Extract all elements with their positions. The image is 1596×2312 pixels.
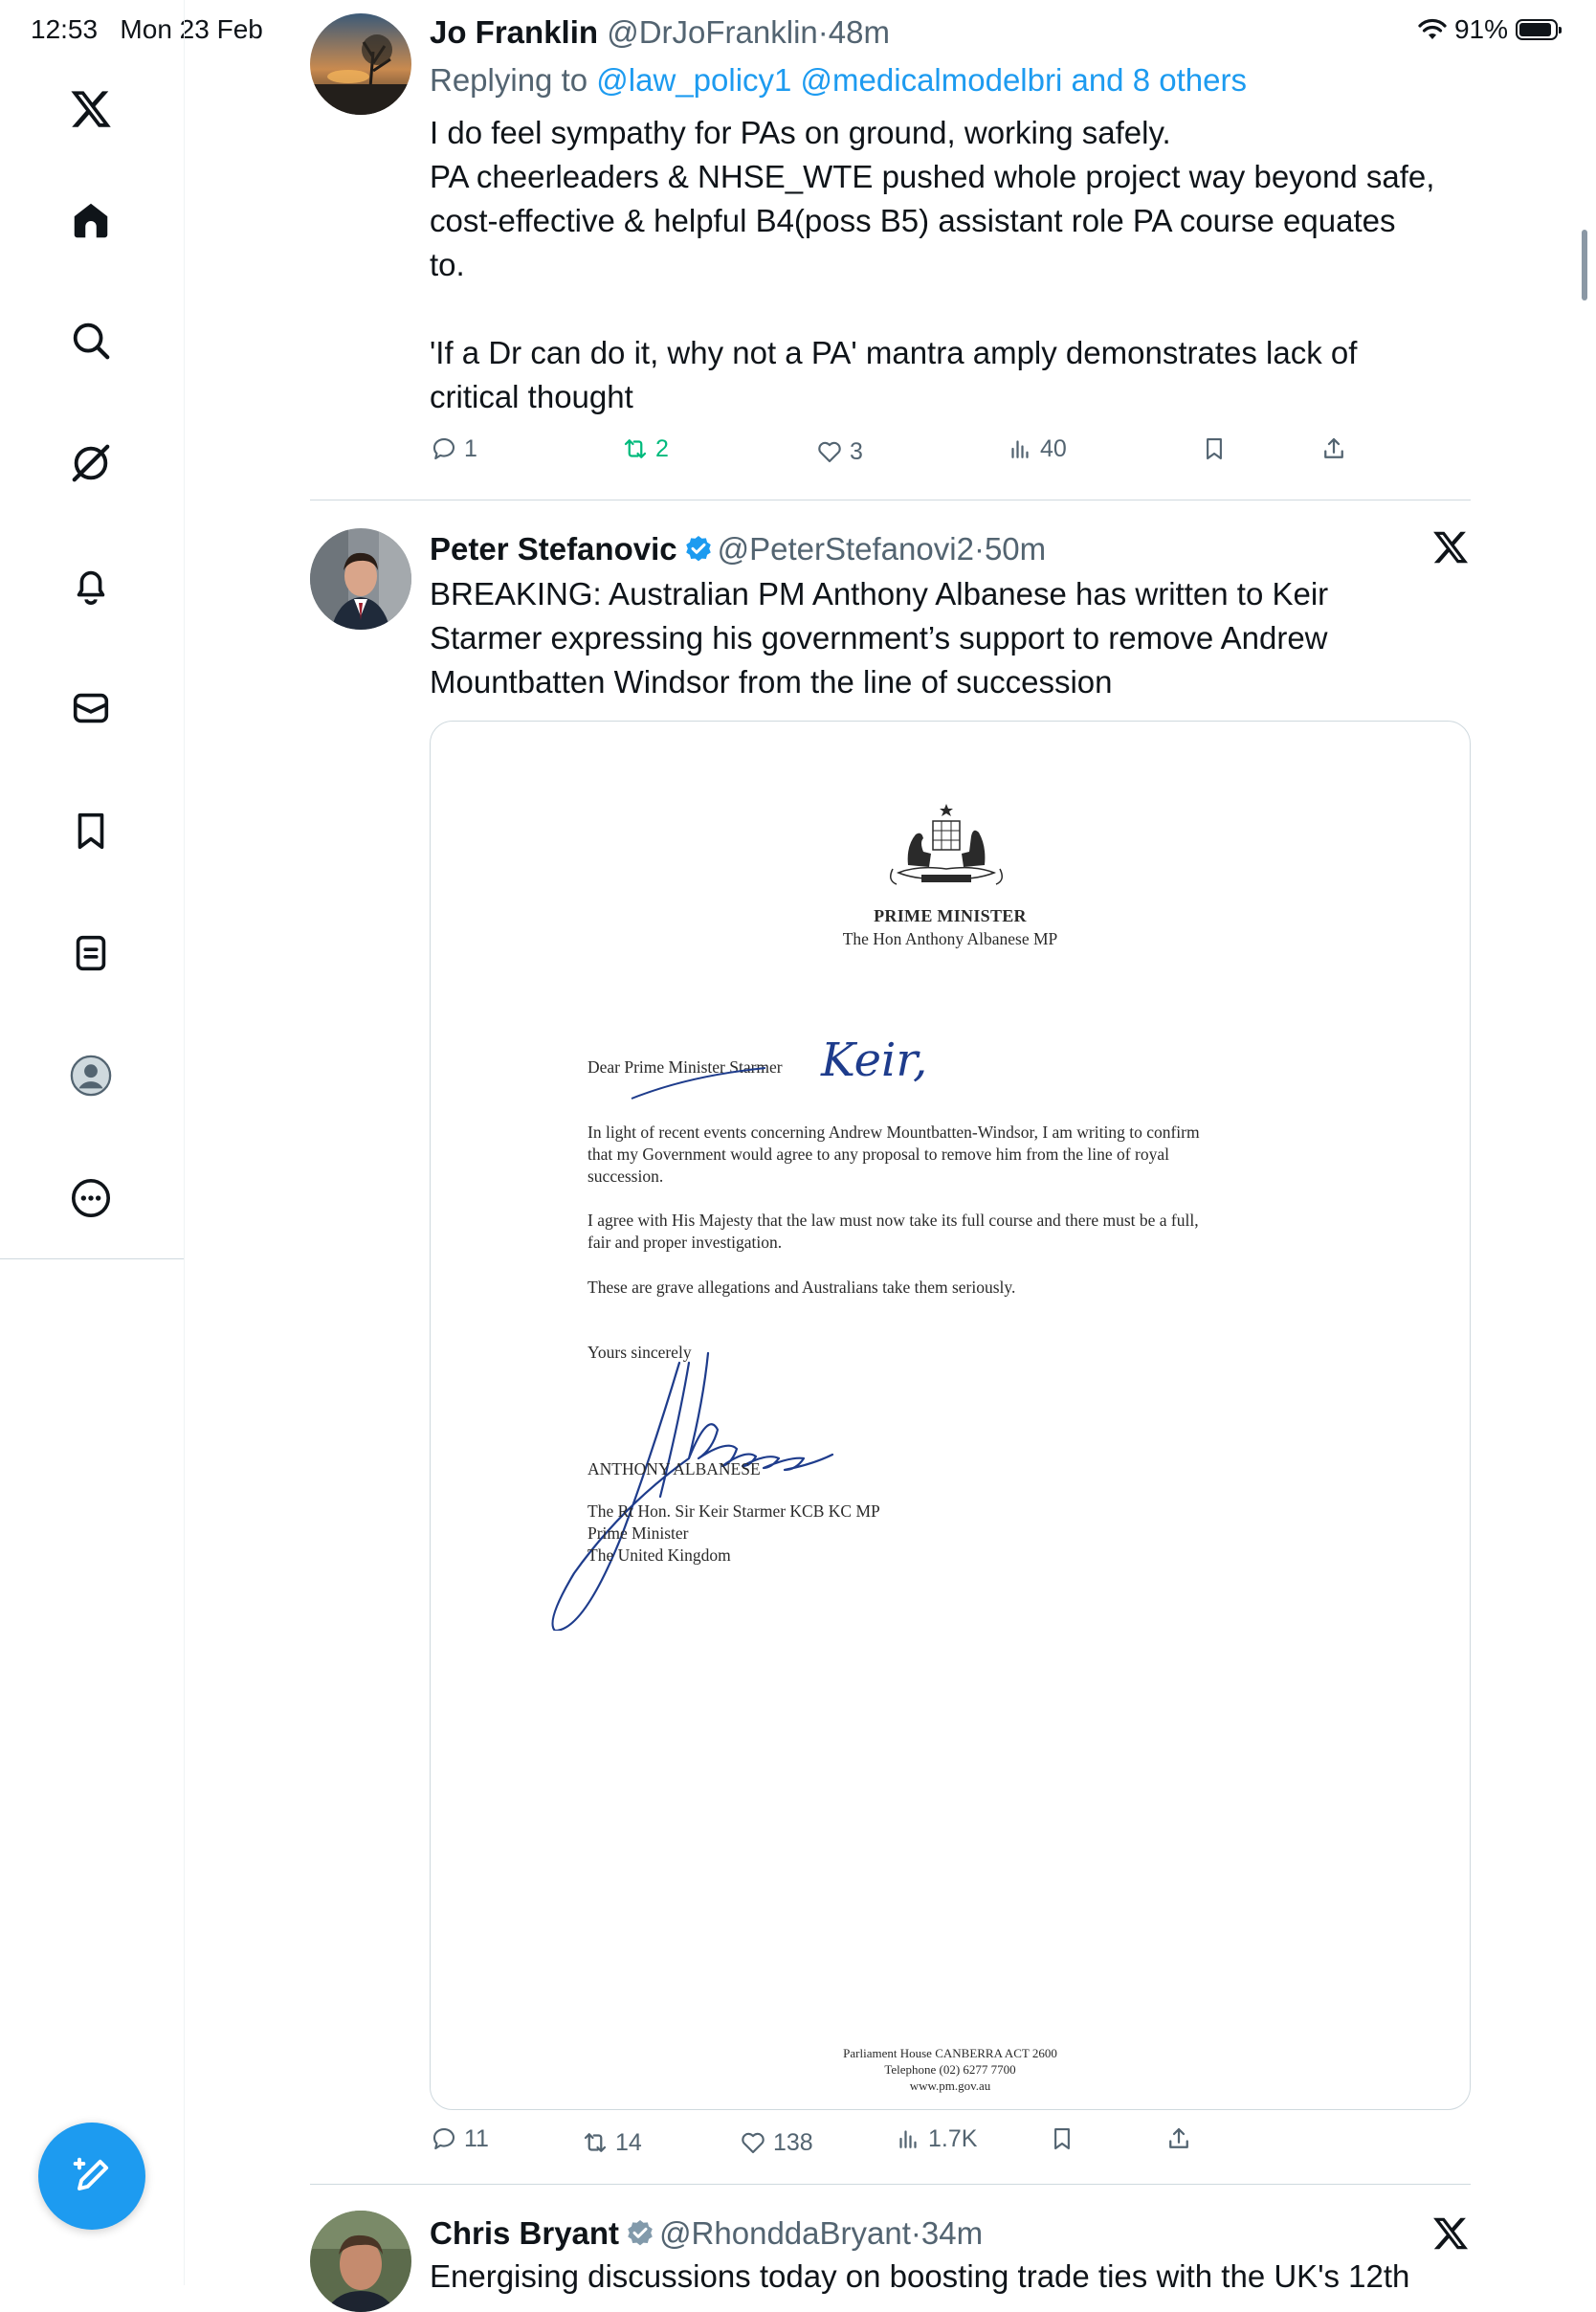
views-icon: [1006, 434, 1034, 463]
repost-icon: [581, 2128, 610, 2157]
x-logo-icon[interactable]: [1431, 528, 1470, 567]
letter-line: that my Government would agree to any proposal to remove him from the line of royal: [587, 1145, 1169, 1164]
scrollbar[interactable]: [1582, 230, 1587, 300]
share-icon: [1164, 2124, 1193, 2153]
author-handle[interactable]: @DrJoFranklin: [607, 14, 818, 50]
letter-footer: [431, 2045, 1470, 2094]
text-line: to.: [430, 247, 465, 282]
tweet-separator: [310, 2184, 1471, 2185]
bookmark-icon: [1200, 434, 1229, 463]
avatar[interactable]: [310, 528, 411, 630]
letter-signatory: ANTHONY ALBANESE: [587, 1459, 761, 1478]
text-line: Starmer expressing his government’s support to remove Andrew: [430, 620, 1328, 656]
author-name[interactable]: Jo Franklin: [430, 14, 599, 50]
reply-mentions[interactable]: @law_policy1 @medicalmodelbri and 8 others: [596, 62, 1247, 98]
reply-count: 1: [464, 434, 477, 462]
salutation-strikethrough: [622, 1066, 775, 1104]
like-button[interactable]: [815, 437, 863, 466]
letter-subtitle: The Hon Anthony Albanese MP: [842, 929, 1058, 948]
bookmarks-icon[interactable]: [64, 804, 118, 857]
heart-icon: [815, 437, 844, 466]
views-count: 40: [1040, 434, 1067, 462]
tweet-time[interactable]: 48m: [828, 14, 890, 50]
recipient-line: The Rt Hon. Sir Keir Starmer KCB KC MP: [587, 1501, 880, 1521]
repost-button[interactable]: [581, 2128, 642, 2157]
sidebar-divider: [0, 1258, 184, 1259]
avatar[interactable]: [310, 13, 411, 115]
tweet-actions: [430, 434, 1482, 473]
tweet-text: [430, 2255, 1472, 2299]
footer-line: Telephone (02) 6277 7700: [884, 2062, 1016, 2077]
reply-count: 11: [464, 2124, 489, 2152]
tweet-time[interactable]: 50m: [984, 531, 1047, 567]
letter-line: succession.: [587, 1167, 664, 1186]
x-logo-icon[interactable]: [1431, 2214, 1470, 2253]
letter-paragraph: [587, 1277, 1015, 1299]
author-name[interactable]: Peter Stefanovic: [430, 531, 677, 567]
views-icon: [894, 2124, 922, 2153]
battery-icon: [1516, 19, 1558, 40]
letter-salutation: Dear Prime Minister Starmer: [587, 1057, 783, 1077]
recipient-line: The United Kingdom: [587, 1545, 731, 1565]
text-line: 'If a Dr can do it, why not a PA' mantra amply demonstrates lack of: [430, 335, 1358, 370]
reply-icon: [430, 434, 458, 463]
battery-percent: 91%: [1453, 14, 1508, 44]
views-button[interactable]: [1006, 434, 1067, 463]
heart-icon: [739, 2128, 767, 2157]
x-logo-icon[interactable]: [64, 82, 118, 136]
share-button[interactable]: [1164, 2124, 1193, 2153]
compose-icon: [67, 2151, 117, 2201]
separator-dot: ·: [910, 2215, 921, 2251]
letter-line: In light of recent events concerning Andrew Mountbatten-Windsor, I am writing to confirm: [587, 1123, 1200, 1142]
author-name[interactable]: Chris Bryant: [430, 2215, 620, 2251]
letter-line: These are grave allegations and Australians take them seriously.: [587, 1278, 1016, 1297]
clock: 12:53: [31, 14, 99, 44]
text-line: PA cheerleaders & NHSE_WTE pushed whole project way beyond safe,: [430, 159, 1435, 194]
share-icon: [1319, 434, 1348, 463]
author-handle[interactable]: @PeterStefanovi2: [717, 531, 974, 567]
reply-context: [430, 61, 1472, 100]
like-button[interactable]: [739, 2128, 813, 2157]
avatar[interactable]: [310, 2211, 411, 2312]
tweet-text: [430, 111, 1472, 419]
repost-button[interactable]: [621, 434, 669, 463]
signature-image: [545, 1344, 861, 1631]
bookmark-icon: [1048, 2124, 1076, 2153]
letter-line: I agree with His Majesty that the law must now take its full course and there must be a full,: [587, 1211, 1199, 1230]
tweet-header: [430, 2214, 1472, 2253]
footer-line: Parliament House CANBERRA ACT 2600: [843, 2046, 1057, 2060]
verified-badge-icon: [625, 2218, 655, 2249]
compose-button[interactable]: [38, 2123, 145, 2230]
recipient-line: Prime Minister: [587, 1523, 689, 1543]
repost-icon: [621, 434, 650, 463]
home-icon[interactable]: [64, 193, 118, 247]
notifications-icon[interactable]: [64, 559, 118, 612]
views-button[interactable]: [894, 2124, 977, 2153]
like-count: 138: [773, 2128, 813, 2156]
repost-count: 14: [615, 2128, 642, 2156]
tweet-media-image[interactable]: [430, 721, 1471, 2110]
messages-icon[interactable]: [64, 681, 118, 735]
bookmark-button[interactable]: [1048, 2124, 1076, 2153]
text-line: Energising discussions today on boosting trade ties with the UK's 12th: [430, 2258, 1410, 2294]
reply-button[interactable]: [430, 2124, 489, 2153]
letter-closing: Yours sincerely: [587, 1343, 692, 1362]
text-line: critical thought: [430, 379, 633, 414]
text-line: cost-effective & helpful B4(poss B5) assistant role PA course equates: [430, 203, 1396, 238]
like-count: 3: [850, 437, 863, 465]
reply-icon: [430, 2124, 458, 2153]
sidebar: [0, 0, 185, 2285]
text-line: Mountbatten Windsor from the line of succession: [430, 664, 1113, 700]
tweet-header: [430, 530, 1472, 568]
bookmark-button[interactable]: [1200, 434, 1229, 463]
share-button[interactable]: [1319, 434, 1348, 463]
date: Mon 23 Feb: [120, 14, 263, 44]
handwritten-salutation: Keir,: [821, 1034, 928, 1087]
letter-document: [431, 722, 1470, 2109]
views-count: 1.7K: [928, 2124, 978, 2152]
text-line: [430, 287, 1472, 331]
tweet-actions: [430, 2124, 1482, 2163]
tweet-text: [430, 572, 1472, 704]
text-line: BREAKING: Australian PM Anthony Albanese has written to Keir: [430, 576, 1329, 611]
letter-paragraph: [587, 1210, 1199, 1254]
author-handle[interactable]: @RhonddaBryant: [659, 2215, 911, 2251]
coat-of-arms-icon: [879, 798, 1013, 890]
separator-dot: ·: [817, 14, 829, 50]
tweet-header: [430, 13, 1472, 52]
letter-title: PRIME MINISTER: [874, 906, 1027, 925]
search-icon[interactable]: [64, 314, 118, 367]
reply-prefix: Replying to: [430, 62, 588, 98]
repost-count: 2: [655, 434, 669, 462]
grok-icon[interactable]: [64, 436, 118, 490]
letter-recipient: [587, 1501, 880, 1567]
verified-badge-icon: [683, 534, 714, 565]
profile-icon[interactable]: [64, 1049, 118, 1102]
letter-line: fair and proper investigation.: [587, 1233, 783, 1252]
footer-line: www.pm.gov.au: [909, 2079, 991, 2093]
text-line: I do feel sympathy for PAs on ground, working safely.: [430, 115, 1171, 150]
lists-icon[interactable]: [64, 926, 118, 980]
tweet-time[interactable]: 34m: [920, 2215, 984, 2251]
separator-dot: ·: [973, 531, 985, 567]
letter-paragraph: [587, 1122, 1200, 1188]
reply-button[interactable]: [430, 434, 477, 463]
more-icon[interactable]: [64, 1171, 118, 1225]
